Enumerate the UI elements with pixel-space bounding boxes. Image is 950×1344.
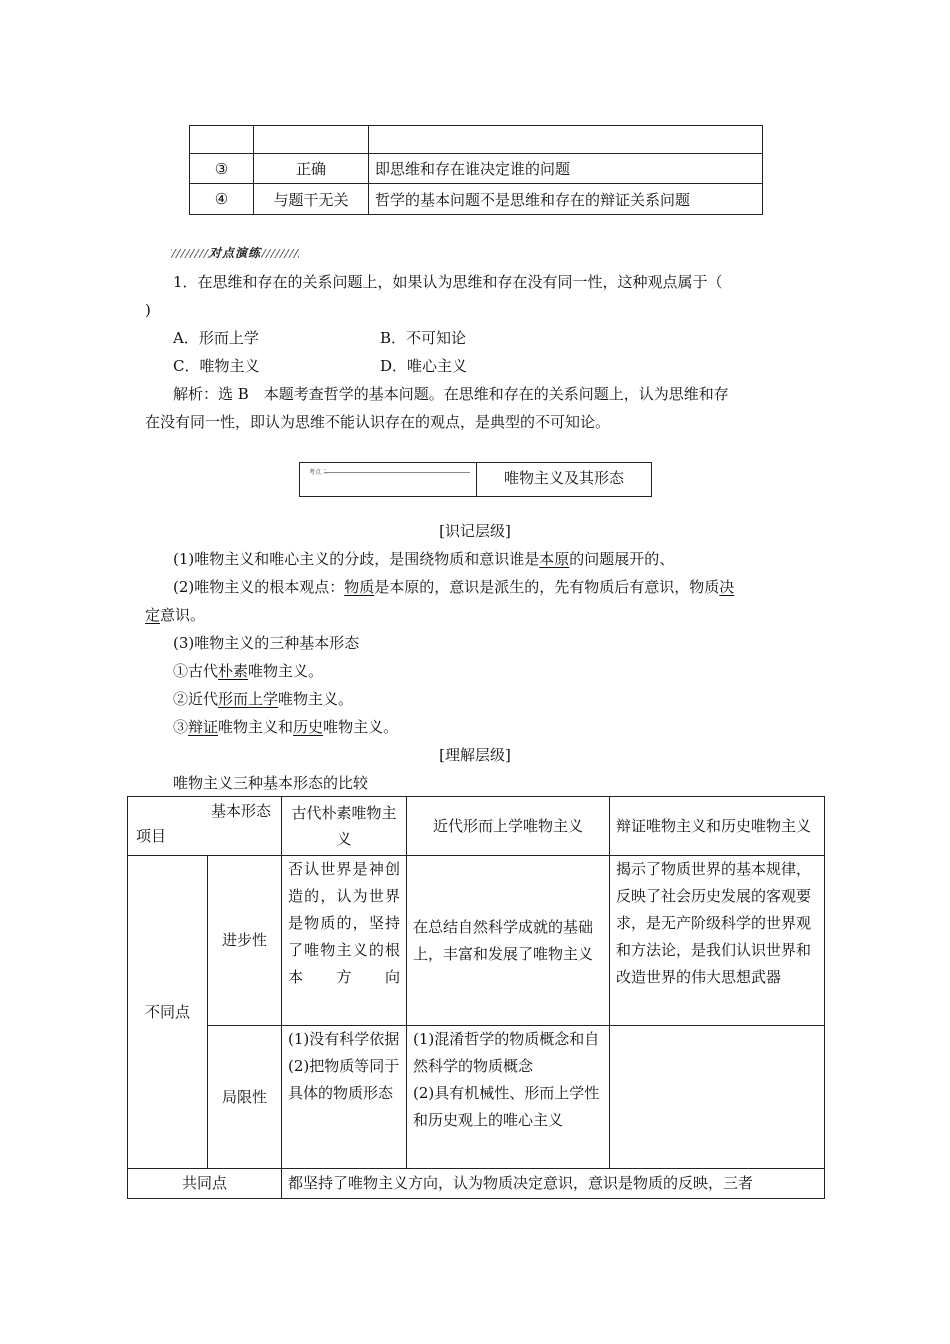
row-number — [190, 126, 254, 154]
row-reason: 哲学的基本问题不是思维和存在的辩证关系问题 — [369, 184, 763, 215]
table-row — [128, 1169, 825, 1199]
question-text-cont: ) — [145, 301, 151, 319]
underlined-term: 历史 — [293, 718, 324, 736]
underlined-term: 朴素 — [218, 662, 249, 680]
cell-dialectical-limits — [610, 1026, 825, 1169]
text: 唯物主义和 — [218, 718, 294, 736]
text: 唯物主义。 — [248, 662, 324, 680]
row-number: ④ — [190, 184, 254, 215]
option-a: A．形而上学 — [173, 329, 259, 347]
recall-point-2-cont — [145, 605, 205, 625]
cell-dialectical-progress: 揭示了物质世界的基本规律，反映了社会历史发展的客观要求，是无产阶级科学的世界观和方法论，是我们认识世界和改造世界的伟大思想武器 — [610, 856, 825, 1026]
row-reason: 即思维和存在谁决定谁的问题 — [369, 154, 763, 184]
limit-item: (2)具有机械性、形而上学性和历史观上的唯心主义 — [413, 1084, 600, 1129]
hatch-decoration-left — [171, 249, 209, 258]
understand-heading: [理解层级] — [439, 746, 511, 764]
cell-modern-limits — [407, 1026, 610, 1169]
text: 意识。 — [160, 606, 206, 624]
topic-title: 唯物主义及其形态 — [503, 469, 624, 487]
text: 唯物主义。 — [278, 690, 354, 708]
recall-point-2 — [173, 577, 734, 597]
recall-heading: [识记层级] — [439, 522, 511, 540]
option-d: D．唯心主义 — [380, 357, 468, 375]
topic-box-label-cell — [300, 463, 477, 496]
table-row — [128, 1026, 825, 1169]
table-caption: 唯物主义三种基本形态的比较 — [173, 774, 369, 792]
recall-item-2 — [173, 689, 353, 709]
recall-point-3: (3)唯物主义的三种基本形态 — [173, 634, 360, 652]
header-dialectical: 辩证唯物主义和历史唯物主义 — [610, 797, 825, 856]
row-judgement — [254, 126, 369, 154]
top-table — [189, 125, 763, 215]
underlined-term: 物质 — [344, 578, 375, 596]
table-row — [190, 154, 763, 184]
text: ③ — [173, 718, 189, 736]
corner-cell — [128, 797, 282, 856]
table-header-row — [128, 797, 825, 856]
topic-divider — [324, 472, 470, 473]
practice-banner-text: 对点演练 — [209, 246, 262, 260]
limit-item: (2)把物质等同于具体的物质形态 — [288, 1057, 400, 1102]
table-row — [190, 126, 763, 154]
underlined-term: 定 — [145, 606, 161, 624]
row-label-common: 共同点 — [128, 1169, 282, 1199]
hatch-decoration-right — [261, 249, 299, 258]
cell-ancient-progress: 否认世界是神创造的，认为世界是物质的，坚持了唯物主义的根本方向 — [282, 856, 407, 1026]
row-judgement: 与题干无关 — [254, 184, 369, 215]
row-label-progress: 进步性 — [208, 856, 282, 1026]
row-reason — [369, 126, 763, 154]
text: 的问题展开的、 — [569, 550, 675, 568]
recall-item-3 — [173, 717, 398, 737]
corner-top-label: 基本形态 — [210, 802, 271, 820]
underlined-term: 形而上学 — [218, 690, 279, 708]
analysis-text: 解析：选 B 本题考查哲学的基本问题。在思维和存在的关系问题上，认为思维和存 — [173, 385, 729, 403]
corner-bottom-label: 项目 — [136, 827, 167, 845]
recall-item-1 — [173, 661, 323, 681]
text: (1)唯物主义和唯心主义的分歧，是围绕物质和意识谁是 — [173, 550, 540, 568]
question-text: 1．在思维和存在的关系问题上，如果认为思维和存在没有同一性，这种观点属于（ — [173, 273, 723, 291]
option-c: C．唯物主义 — [173, 357, 260, 375]
text: 是本原的，意识是派生的，先有物质后有意识，物质 — [374, 578, 720, 596]
option-b: B．不可知论 — [380, 329, 467, 347]
row-judgement: 正确 — [254, 154, 369, 184]
practice-banner — [171, 244, 321, 258]
text: (2)唯物主义的根本观点： — [173, 578, 345, 596]
topic-box — [299, 462, 652, 497]
limit-item: (1)混淆哲学的物质概念和自然科学的物质概念 — [413, 1030, 600, 1075]
group-label: 不同点 — [128, 856, 208, 1169]
text: ②近代 — [173, 690, 219, 708]
recall-point-1 — [173, 549, 674, 569]
header-modern: 近代形而上学唯物主义 — [407, 797, 610, 856]
table-row — [190, 184, 763, 215]
row-label-limits: 局限性 — [208, 1026, 282, 1169]
underlined-term: 辩证 — [188, 718, 219, 736]
table-row — [128, 856, 825, 1026]
cell-common: 都坚持了唯物主义方向，认为物质决定意识，意识是物质的反映，三者 — [282, 1169, 825, 1199]
text: ①古代 — [173, 662, 219, 680]
cell-modern-progress: 在总结自然科学成就的基础上，丰富和发展了唯物主义 — [407, 856, 610, 1026]
row-number: ③ — [190, 154, 254, 184]
cell-ancient-limits — [282, 1026, 407, 1169]
limit-item: (1)没有科学依据 — [288, 1030, 400, 1048]
analysis-text-cont: 在没有同一性，即认为思维不能认识存在的观点，是典型的不可知论。 — [145, 413, 611, 431]
underlined-term: 决 — [719, 578, 735, 596]
text: 唯物主义。 — [323, 718, 399, 736]
header-ancient: 古代朴素唯物主义 — [282, 797, 407, 856]
comparison-table — [127, 796, 825, 1199]
underlined-term: 本原 — [539, 550, 570, 568]
topic-small-label: 考点二 — [309, 469, 328, 476]
